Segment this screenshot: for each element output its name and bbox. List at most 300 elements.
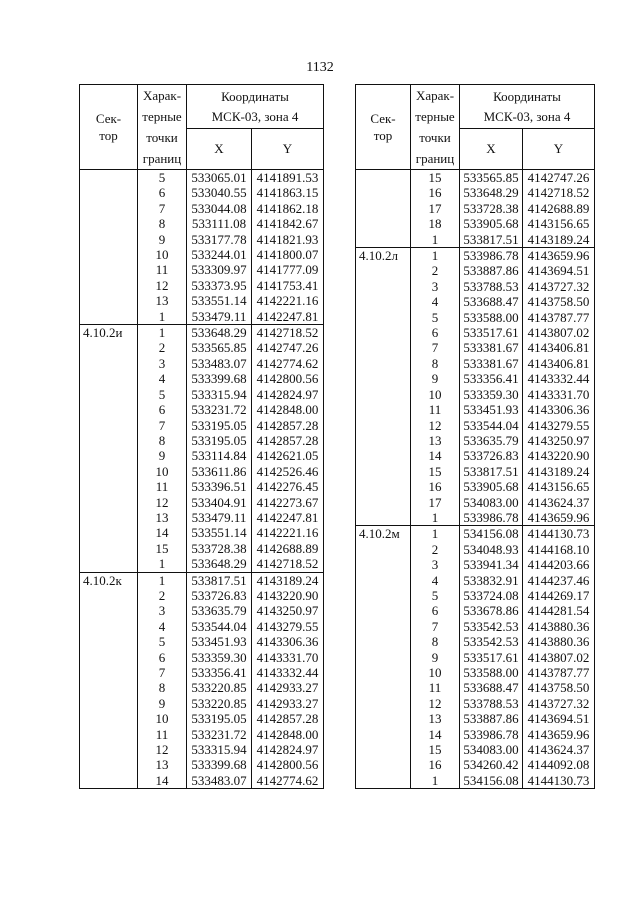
point-cell: 15 bbox=[411, 464, 460, 479]
header-x: X bbox=[460, 129, 523, 170]
y-cell: 4142747.26 bbox=[523, 170, 595, 186]
header-sector-text: Сек- тор bbox=[95, 111, 122, 143]
header-y: Y bbox=[252, 129, 324, 170]
x-cell: 533986.78 bbox=[460, 248, 523, 264]
point-cell: 9 bbox=[411, 650, 460, 665]
y-cell: 4143306.36 bbox=[523, 402, 595, 417]
y-cell: 4142800.56 bbox=[252, 371, 324, 386]
x-cell: 533648.29 bbox=[460, 185, 523, 200]
table-row bbox=[356, 185, 595, 200]
x-cell: 533479.11 bbox=[187, 510, 252, 525]
y-cell: 4142800.56 bbox=[252, 757, 324, 772]
table-row bbox=[80, 170, 324, 186]
point-cell: 8 bbox=[411, 634, 460, 649]
page-number: 1132 bbox=[306, 60, 334, 75]
table-row bbox=[80, 387, 324, 402]
header-sector-text: Сек- тор bbox=[370, 111, 396, 143]
x-cell: 533220.85 bbox=[187, 680, 252, 695]
x-cell: 533817.51 bbox=[187, 572, 252, 588]
x-cell: 533832.91 bbox=[460, 573, 523, 588]
point-cell: 10 bbox=[411, 665, 460, 680]
point-cell: 1 bbox=[411, 232, 460, 248]
sector-cell bbox=[80, 510, 138, 525]
table-row bbox=[356, 696, 595, 711]
point-cell: 2 bbox=[411, 263, 460, 278]
table-row bbox=[356, 542, 595, 557]
sector-cell bbox=[80, 634, 138, 649]
coordinates-table-right bbox=[355, 84, 595, 789]
point-cell: 1 bbox=[411, 773, 460, 789]
point-cell: 16 bbox=[411, 185, 460, 200]
table-row bbox=[356, 510, 595, 526]
y-cell: 4143659.96 bbox=[523, 510, 595, 526]
y-cell: 4144130.73 bbox=[523, 526, 595, 542]
point-cell: 1 bbox=[411, 248, 460, 264]
table-row bbox=[80, 541, 324, 556]
y-cell: 4144168.10 bbox=[523, 542, 595, 557]
y-cell: 4143787.77 bbox=[523, 310, 595, 325]
point-cell: 4 bbox=[138, 371, 187, 386]
table-row bbox=[356, 448, 595, 463]
x-cell: 533231.72 bbox=[187, 727, 252, 742]
x-cell: 533220.85 bbox=[187, 696, 252, 711]
point-cell: 5 bbox=[411, 588, 460, 603]
sector-cell bbox=[80, 696, 138, 711]
sector-cell bbox=[356, 433, 411, 448]
x-cell: 533941.34 bbox=[460, 557, 523, 572]
x-cell: 533905.68 bbox=[460, 479, 523, 494]
point-cell: 2 bbox=[411, 542, 460, 557]
point-cell: 10 bbox=[138, 464, 187, 479]
x-cell: 533648.29 bbox=[187, 556, 252, 572]
y-cell: 4142221.16 bbox=[252, 293, 324, 308]
sector-cell bbox=[356, 402, 411, 417]
x-cell: 533724.08 bbox=[460, 588, 523, 603]
x-cell: 533517.61 bbox=[460, 325, 523, 340]
y-cell: 4142824.97 bbox=[252, 742, 324, 757]
point-cell: 12 bbox=[138, 742, 187, 757]
x-cell: 533309.97 bbox=[187, 262, 252, 277]
point-cell: 17 bbox=[411, 495, 460, 510]
sector-cell bbox=[356, 263, 411, 278]
point-cell: 11 bbox=[138, 262, 187, 277]
sector-cell bbox=[356, 603, 411, 618]
header-coords-text: Координаты МСК-03, зона 4 bbox=[483, 88, 571, 124]
y-cell: 4143406.81 bbox=[523, 356, 595, 371]
x-cell: 534156.08 bbox=[460, 773, 523, 789]
point-cell: 1 bbox=[138, 309, 187, 325]
y-cell: 4143279.55 bbox=[252, 619, 324, 634]
point-cell: 8 bbox=[411, 356, 460, 371]
y-cell: 4144269.17 bbox=[523, 588, 595, 603]
point-cell: 2 bbox=[138, 340, 187, 355]
x-cell: 533065.01 bbox=[187, 170, 252, 186]
x-cell: 533483.07 bbox=[187, 356, 252, 371]
sector-cell bbox=[80, 262, 138, 277]
point-cell: 10 bbox=[411, 387, 460, 402]
point-cell: 10 bbox=[138, 247, 187, 262]
point-cell: 11 bbox=[138, 727, 187, 742]
x-cell: 533381.67 bbox=[460, 356, 523, 371]
sector-cell bbox=[356, 510, 411, 526]
point-cell: 13 bbox=[138, 757, 187, 772]
point-cell: 4 bbox=[138, 619, 187, 634]
sector-cell bbox=[356, 588, 411, 603]
y-cell: 4141863.15 bbox=[252, 185, 324, 200]
y-cell: 4141800.07 bbox=[252, 247, 324, 262]
y-cell: 4143279.55 bbox=[523, 418, 595, 433]
x-cell: 533726.83 bbox=[460, 448, 523, 463]
sector-cell bbox=[80, 185, 138, 200]
table-row bbox=[80, 371, 324, 386]
table-row bbox=[356, 232, 595, 248]
sector-cell: 4.10.2м bbox=[356, 526, 411, 542]
y-cell: 4143406.81 bbox=[523, 340, 595, 355]
x-cell: 533905.68 bbox=[460, 216, 523, 231]
x-cell: 533887.86 bbox=[460, 711, 523, 726]
x-cell: 533551.14 bbox=[187, 525, 252, 540]
sector-cell bbox=[356, 371, 411, 386]
table-row bbox=[356, 263, 595, 278]
x-cell: 533588.00 bbox=[460, 665, 523, 680]
table-row bbox=[356, 727, 595, 742]
sector-cell bbox=[80, 371, 138, 386]
table-row bbox=[80, 619, 324, 634]
point-cell: 15 bbox=[138, 541, 187, 556]
x-cell: 533451.93 bbox=[187, 634, 252, 649]
sector-cell bbox=[80, 201, 138, 216]
sector-cell bbox=[80, 387, 138, 402]
x-cell: 533551.14 bbox=[187, 293, 252, 308]
table-row bbox=[80, 201, 324, 216]
point-cell: 1 bbox=[138, 556, 187, 572]
table-row bbox=[356, 479, 595, 494]
header-coords bbox=[187, 85, 324, 129]
table-row bbox=[80, 185, 324, 200]
point-cell: 13 bbox=[138, 293, 187, 308]
coordinates-table-left bbox=[79, 84, 324, 789]
x-cell: 533479.11 bbox=[187, 309, 252, 325]
x-cell: 533688.47 bbox=[460, 680, 523, 695]
table-row bbox=[80, 309, 324, 325]
point-cell: 13 bbox=[411, 711, 460, 726]
point-cell: 9 bbox=[138, 232, 187, 247]
table-row bbox=[356, 279, 595, 294]
y-cell: 4143220.90 bbox=[252, 588, 324, 603]
x-cell: 533195.05 bbox=[187, 418, 252, 433]
header-y: Y bbox=[523, 129, 595, 170]
sector-cell bbox=[80, 356, 138, 371]
sector-cell bbox=[356, 325, 411, 340]
table-row bbox=[356, 216, 595, 231]
x-cell: 533195.05 bbox=[187, 433, 252, 448]
table-row bbox=[356, 742, 595, 757]
sector-cell bbox=[356, 216, 411, 231]
header-sector bbox=[356, 85, 411, 170]
x-cell: 533244.01 bbox=[187, 247, 252, 262]
sector-cell bbox=[80, 247, 138, 262]
header-points-text: Харак- терные точки границ bbox=[142, 88, 182, 166]
sector-cell bbox=[80, 479, 138, 494]
sector-cell: 4.10.2к bbox=[80, 572, 138, 588]
table-row bbox=[356, 325, 595, 340]
x-cell: 534083.00 bbox=[460, 495, 523, 510]
y-cell: 4143332.44 bbox=[252, 665, 324, 680]
table-row bbox=[80, 216, 324, 231]
table-row bbox=[80, 278, 324, 293]
x-cell: 533356.41 bbox=[460, 371, 523, 386]
table-row bbox=[80, 340, 324, 355]
point-cell: 9 bbox=[411, 371, 460, 386]
sector-cell bbox=[80, 665, 138, 680]
x-cell: 533399.68 bbox=[187, 757, 252, 772]
y-cell: 4143624.37 bbox=[523, 495, 595, 510]
point-cell: 11 bbox=[411, 680, 460, 695]
x-cell: 533986.78 bbox=[460, 727, 523, 742]
table-row bbox=[356, 665, 595, 680]
sector-cell bbox=[80, 464, 138, 479]
point-cell: 7 bbox=[138, 665, 187, 680]
point-cell: 3 bbox=[411, 557, 460, 572]
sector-cell bbox=[356, 479, 411, 494]
sector-cell bbox=[356, 650, 411, 665]
sector-cell bbox=[356, 170, 411, 186]
x-cell: 533399.68 bbox=[187, 371, 252, 386]
table-row bbox=[356, 340, 595, 355]
table-row bbox=[80, 433, 324, 448]
table-row bbox=[356, 170, 595, 186]
y-cell: 4142857.28 bbox=[252, 711, 324, 726]
y-cell: 4143694.51 bbox=[523, 711, 595, 726]
sector-cell: 4.10.2и bbox=[80, 325, 138, 341]
table-row bbox=[80, 572, 324, 588]
table-row bbox=[80, 665, 324, 680]
point-cell: 3 bbox=[138, 356, 187, 371]
sector-cell bbox=[356, 418, 411, 433]
x-cell: 533728.38 bbox=[460, 201, 523, 216]
table-row bbox=[80, 556, 324, 572]
sector-cell bbox=[80, 711, 138, 726]
x-cell: 533728.38 bbox=[187, 541, 252, 556]
sector-cell bbox=[356, 185, 411, 200]
point-cell: 12 bbox=[138, 278, 187, 293]
point-cell: 7 bbox=[138, 418, 187, 433]
point-cell: 8 bbox=[138, 216, 187, 231]
x-cell: 533111.08 bbox=[187, 216, 252, 231]
sector-cell bbox=[80, 293, 138, 308]
y-cell: 4142824.97 bbox=[252, 387, 324, 402]
sector-cell bbox=[80, 603, 138, 618]
table-row bbox=[356, 294, 595, 309]
x-cell: 533635.79 bbox=[460, 433, 523, 448]
point-cell: 13 bbox=[138, 510, 187, 525]
x-cell: 533788.53 bbox=[460, 279, 523, 294]
y-cell: 4143220.90 bbox=[523, 448, 595, 463]
x-cell: 533315.94 bbox=[187, 387, 252, 402]
y-cell: 4142933.27 bbox=[252, 696, 324, 711]
y-cell: 4142688.89 bbox=[523, 201, 595, 216]
sector-cell bbox=[80, 773, 138, 789]
sector-cell bbox=[356, 542, 411, 557]
table-row bbox=[356, 603, 595, 618]
y-cell: 4144237.46 bbox=[523, 573, 595, 588]
y-cell: 4141862.18 bbox=[252, 201, 324, 216]
sector-cell bbox=[356, 665, 411, 680]
x-cell: 534048.93 bbox=[460, 542, 523, 557]
header-points-text: Харак- терные точки границ bbox=[415, 88, 455, 166]
sector-cell bbox=[80, 433, 138, 448]
table-row bbox=[356, 773, 595, 789]
sector-cell bbox=[80, 757, 138, 772]
table-row bbox=[80, 711, 324, 726]
table-row bbox=[80, 262, 324, 277]
y-cell: 4142247.81 bbox=[252, 309, 324, 325]
y-cell: 4143331.70 bbox=[252, 650, 324, 665]
sector-cell bbox=[356, 619, 411, 634]
sector-cell bbox=[356, 711, 411, 726]
point-cell: 10 bbox=[138, 711, 187, 726]
point-cell: 17 bbox=[411, 201, 460, 216]
x-cell: 533565.85 bbox=[460, 170, 523, 186]
point-cell: 7 bbox=[411, 619, 460, 634]
y-cell: 4141753.41 bbox=[252, 278, 324, 293]
point-cell: 9 bbox=[138, 696, 187, 711]
table-row bbox=[356, 557, 595, 572]
y-cell: 4143807.02 bbox=[523, 325, 595, 340]
y-cell: 4142857.28 bbox=[252, 433, 324, 448]
y-cell: 4142774.62 bbox=[252, 773, 324, 789]
x-cell: 533542.53 bbox=[460, 619, 523, 634]
table-row bbox=[80, 479, 324, 494]
x-cell: 533356.41 bbox=[187, 665, 252, 680]
table-row bbox=[356, 433, 595, 448]
y-cell: 4143787.77 bbox=[523, 665, 595, 680]
point-cell: 5 bbox=[138, 634, 187, 649]
point-cell: 11 bbox=[411, 402, 460, 417]
point-cell: 12 bbox=[411, 418, 460, 433]
sector-cell bbox=[80, 525, 138, 540]
y-cell: 4142718.52 bbox=[523, 185, 595, 200]
table-row bbox=[356, 573, 595, 588]
point-cell: 1 bbox=[411, 510, 460, 526]
x-cell: 534260.42 bbox=[460, 757, 523, 772]
point-cell: 14 bbox=[411, 448, 460, 463]
x-cell: 533648.29 bbox=[187, 325, 252, 341]
x-cell: 533359.30 bbox=[187, 650, 252, 665]
y-cell: 4143332.44 bbox=[523, 371, 595, 386]
point-cell: 5 bbox=[411, 310, 460, 325]
sector-cell bbox=[80, 556, 138, 572]
table-body-left bbox=[80, 170, 324, 789]
x-cell: 533817.51 bbox=[460, 464, 523, 479]
point-cell: 1 bbox=[138, 325, 187, 341]
table-row bbox=[356, 201, 595, 216]
sector-cell bbox=[356, 557, 411, 572]
table-row bbox=[356, 634, 595, 649]
y-cell: 4142848.00 bbox=[252, 402, 324, 417]
table-row bbox=[80, 402, 324, 417]
y-cell: 4142718.52 bbox=[252, 325, 324, 341]
y-cell: 4143156.65 bbox=[523, 479, 595, 494]
header-coords bbox=[460, 85, 595, 129]
table-row bbox=[80, 448, 324, 463]
x-cell: 533359.30 bbox=[460, 387, 523, 402]
table-row bbox=[356, 371, 595, 386]
sector-cell bbox=[356, 696, 411, 711]
y-cell: 4143758.50 bbox=[523, 680, 595, 695]
sector-cell bbox=[80, 170, 138, 186]
point-cell: 3 bbox=[411, 279, 460, 294]
y-cell: 4141777.09 bbox=[252, 262, 324, 277]
y-cell: 4143727.32 bbox=[523, 279, 595, 294]
x-cell: 533404.91 bbox=[187, 495, 252, 510]
table-row bbox=[356, 619, 595, 634]
table-row bbox=[80, 742, 324, 757]
sector-cell: 4.10.2л bbox=[356, 248, 411, 264]
x-cell: 533635.79 bbox=[187, 603, 252, 618]
table-row bbox=[80, 325, 324, 341]
header-sector bbox=[80, 85, 138, 170]
table-row bbox=[356, 495, 595, 510]
header-points bbox=[411, 85, 460, 170]
point-cell: 6 bbox=[411, 603, 460, 618]
sector-cell bbox=[356, 387, 411, 402]
table-row bbox=[80, 588, 324, 603]
y-cell: 4142276.45 bbox=[252, 479, 324, 494]
table-row bbox=[356, 680, 595, 695]
y-cell: 4143880.36 bbox=[523, 619, 595, 634]
y-cell: 4141821.93 bbox=[252, 232, 324, 247]
point-cell: 14 bbox=[138, 525, 187, 540]
table-row bbox=[80, 247, 324, 262]
sector-cell bbox=[356, 742, 411, 757]
header-coords-text: Координаты МСК-03, зона 4 bbox=[211, 88, 299, 124]
header-x: X bbox=[187, 129, 252, 170]
point-cell: 1 bbox=[411, 526, 460, 542]
table-row bbox=[356, 526, 595, 542]
y-cell: 4143250.97 bbox=[523, 433, 595, 448]
point-cell: 3 bbox=[138, 603, 187, 618]
x-cell: 533044.08 bbox=[187, 201, 252, 216]
sector-cell bbox=[356, 201, 411, 216]
sector-cell bbox=[80, 448, 138, 463]
y-cell: 4144281.54 bbox=[523, 603, 595, 618]
y-cell: 4142273.67 bbox=[252, 495, 324, 510]
table-row bbox=[80, 232, 324, 247]
table-row bbox=[80, 495, 324, 510]
x-cell: 533817.51 bbox=[460, 232, 523, 248]
x-cell: 533517.61 bbox=[460, 650, 523, 665]
point-cell: 13 bbox=[411, 433, 460, 448]
y-cell: 4142747.26 bbox=[252, 340, 324, 355]
x-cell: 533451.93 bbox=[460, 402, 523, 417]
sector-cell bbox=[80, 680, 138, 695]
y-cell: 4141891.53 bbox=[252, 170, 324, 186]
sector-cell bbox=[356, 294, 411, 309]
point-cell: 6 bbox=[138, 402, 187, 417]
point-cell: 15 bbox=[411, 742, 460, 757]
sector-cell bbox=[80, 495, 138, 510]
table-row bbox=[80, 603, 324, 618]
table-row bbox=[80, 757, 324, 772]
x-cell: 533177.78 bbox=[187, 232, 252, 247]
sector-cell bbox=[80, 309, 138, 325]
y-cell: 4142848.00 bbox=[252, 727, 324, 742]
x-cell: 533726.83 bbox=[187, 588, 252, 603]
y-cell: 4143880.36 bbox=[523, 634, 595, 649]
x-cell: 533373.95 bbox=[187, 278, 252, 293]
point-cell: 2 bbox=[138, 588, 187, 603]
